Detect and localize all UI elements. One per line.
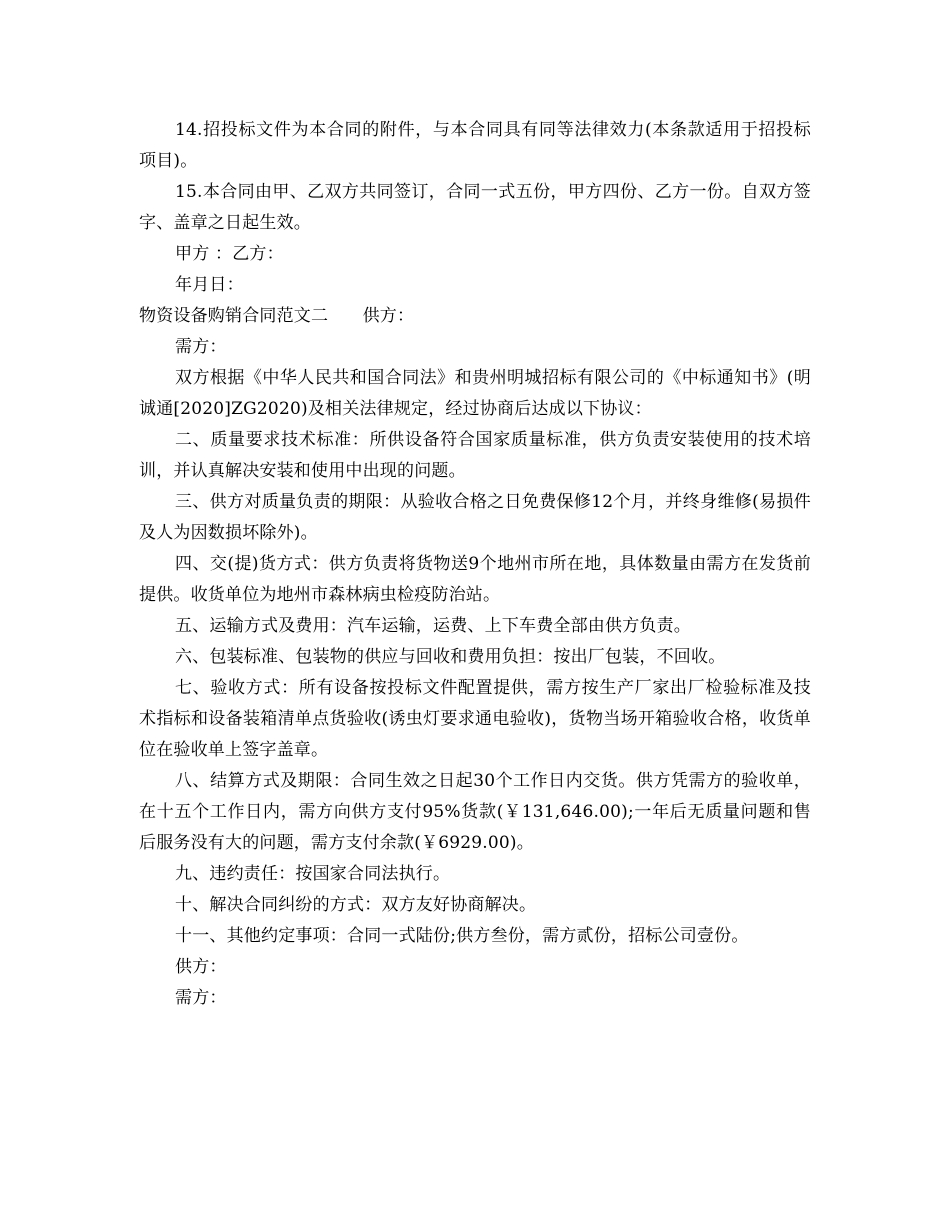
preamble: 双方根据《中华人民共和国合同法》和贵州明城招标有限公司的《中标通知书》(明诚通[2020]ZG2020)及相关法律规定，经过协商后达成以下协议： <box>139 368 811 419</box>
contract-title-2: 物资设备购销合同范文二 供方： <box>139 306 415 326</box>
document-body <box>139 115 811 1014</box>
clause-liability: 九、违约责任：按国家合同法执行。 <box>175 864 451 884</box>
supplier-signature: 供方： <box>175 957 227 977</box>
clause-other: 十一、其他约定事项：合同一式陆份;供方叁份，需方贰份，招标公司壹份。 <box>175 926 749 946</box>
clause-packaging: 六、包装标准、包装物的供应与回收和费用负担：按出厂包装，不回收。 <box>175 647 726 667</box>
buyer-signature: 需方： <box>175 988 227 1008</box>
clause-settlement: 八、结算方式及期限：合同生效之日起30个工作日内交货。供方凭需方的验收单，在十五个工作日内，需方向供方支付95%货款(￥131,646.00);一年后无质量问题和售后服务没有大的问题，需方支付余款(￥6929.00)。 <box>139 771 811 853</box>
clause-quality: 二、质量要求技术标准：所供设备符合国家质量标准，供方负责安装使用的技术培训，并认真解决安装和使用中出现的问题。 <box>139 430 811 481</box>
clause-14: 14.招投标文件为本合同的附件，与本合同具有同等法律效力(本条款适用于招投标项目)。 <box>139 120 811 171</box>
clause-warranty: 三、供方对质量负责的期限：从验收合格之日免费保修12个月，并终身维修(易损件及人为因数损坏除外)。 <box>139 492 811 543</box>
party-signature-line: 甲方 ：乙方： <box>175 244 284 264</box>
clause-delivery: 四、交(提)货方式：供方负责将货物送9个地州市所在地，具体数量由需方在发货前提供。收货单位为地州市森林病虫检疫防治站。 <box>139 554 811 605</box>
date-line: 年月日： <box>175 275 244 295</box>
clause-acceptance: 七、验收方式：所有设备按投标文件配置提供，需方按生产厂家出厂检验标准及技术指标和设备装箱清单点货验收(诱虫灯要求通电验收)，货物当场开箱验收合格，收货单位在验收单上签字盖章。 <box>139 678 811 760</box>
buyer-line: 需方： <box>175 337 227 357</box>
clause-15: 15.本合同由甲、乙双方共同签订，合同一式五份，甲方四份、乙方一份。自双方签字、盖章之日起生效。 <box>139 182 811 233</box>
clause-transport: 五、运输方式及费用：汽车运输，运费、上下车费全部由供方负责。 <box>175 616 691 636</box>
clause-disputes: 十、解决合同纠纷的方式：双方友好协商解决。 <box>175 895 537 915</box>
